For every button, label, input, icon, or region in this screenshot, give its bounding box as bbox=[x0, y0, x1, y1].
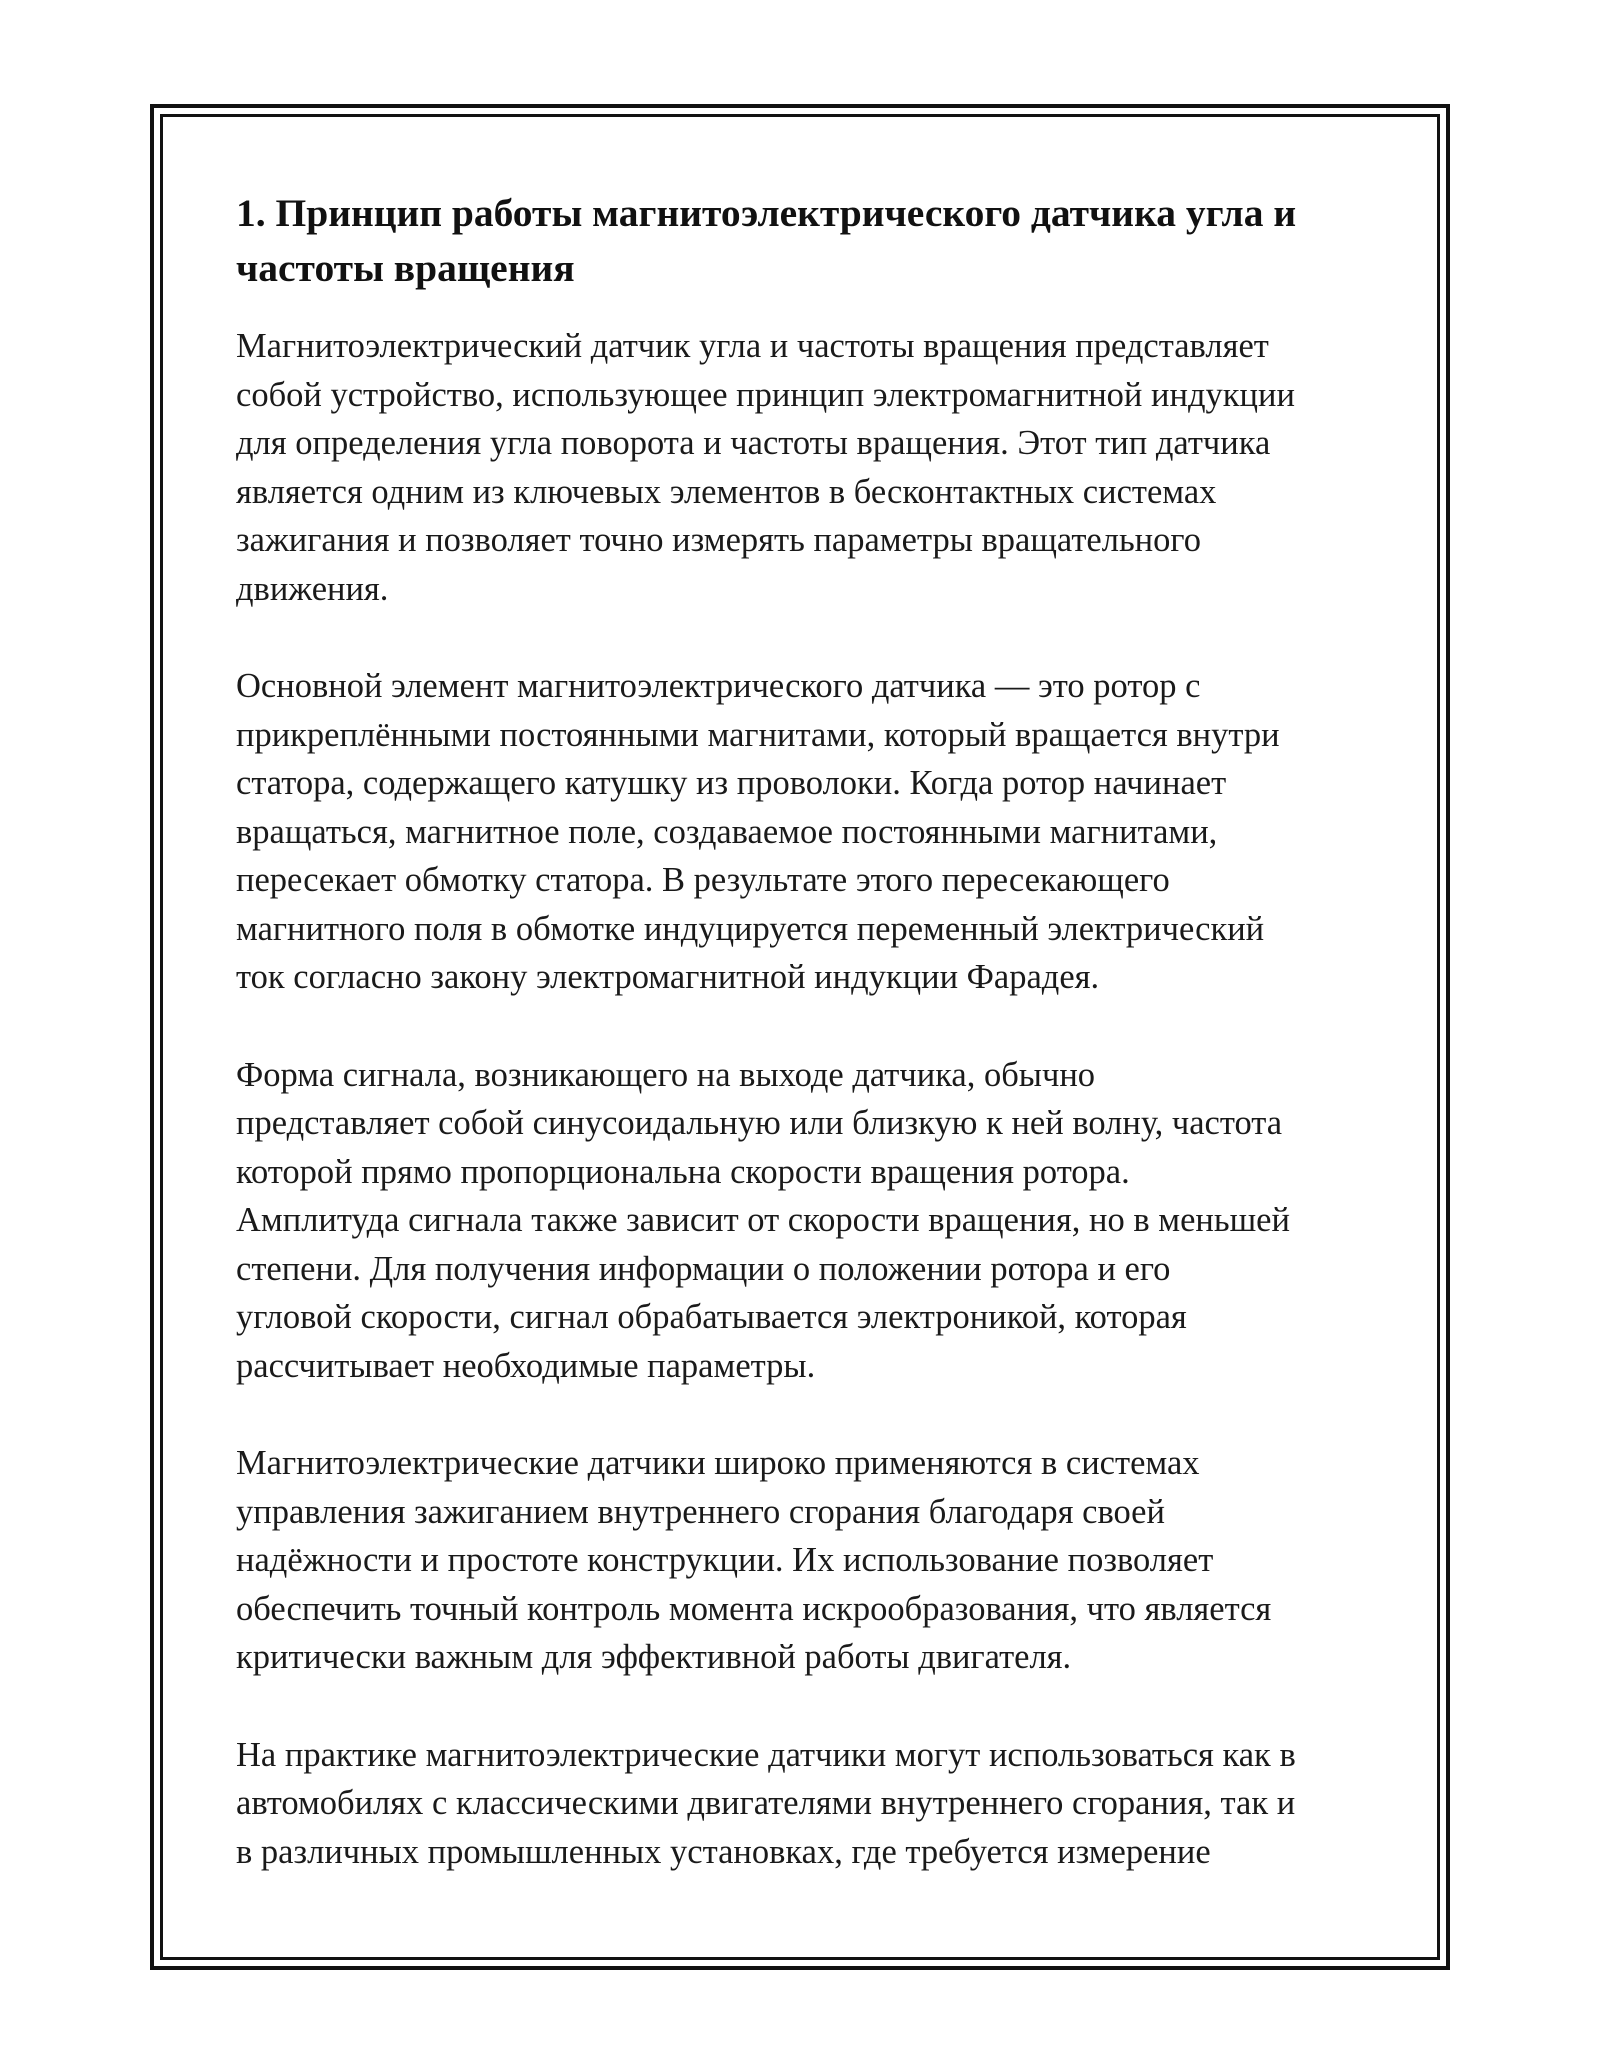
text-line: является одним из ключевых элементов в бесконтактных системах bbox=[236, 472, 1217, 511]
heading-line: частоты вращения bbox=[236, 246, 575, 290]
text-line: управления зажиганием внутреннего сгорания благодаря своей bbox=[236, 1492, 1165, 1531]
paragraph-4 bbox=[236, 1439, 1386, 1682]
text-line: Форма сигнала, возникающего на выходе датчика, обычно bbox=[236, 1055, 1096, 1094]
paragraph-1 bbox=[236, 322, 1386, 613]
text-line: автомобилях с классическими двигателями внутреннего сгорания, так и bbox=[236, 1784, 1296, 1822]
paragraph-2 bbox=[236, 662, 1386, 1002]
heading-line: 1. Принцип работы магнитоэлектрического датчика угла и bbox=[236, 191, 1297, 235]
document-body bbox=[236, 186, 1386, 1925]
paragraph-5 bbox=[236, 1731, 1386, 1877]
text-line: пересекает обмотку статора. В результате этого пересекающего bbox=[236, 861, 1170, 899]
text-line: в различных промышленных установках, где требуется измерение bbox=[236, 1832, 1211, 1871]
text-line: для определения угла поворота и частоты вращения. Этот тип датчика bbox=[236, 424, 1271, 462]
text-line: Амплитуда сигнала также зависит от скорости вращения, но в меньшей bbox=[236, 1201, 1290, 1239]
text-line: движения. bbox=[236, 569, 389, 608]
text-line: Магнитоэлектрический датчик угла и частоты вращения представляет bbox=[236, 327, 1269, 365]
text-line: зажигания и позволяет точно измерять параметры вращательного bbox=[236, 521, 1201, 559]
text-line: рассчитывает необходимые параметры. bbox=[236, 1346, 816, 1385]
text-line: прикреплёнными постоянными магнитами, который вращается внутри bbox=[236, 715, 1280, 754]
text-line: Основной элемент магнитоэлектрического датчика — это ротор с bbox=[236, 667, 1201, 705]
text-line: обеспечить точный контроль момента искрообразования, что является bbox=[236, 1589, 1272, 1628]
text-line: собой устройство, использующее принцип электромагнитной индукции bbox=[236, 375, 1295, 414]
text-line: статора, содержащего катушку из проволоки. Когда ротор начинает bbox=[236, 764, 1227, 802]
text-line: которой прямо пропорциональна скорости вращения ротора. bbox=[236, 1152, 1130, 1191]
text-line: магнитного поля в обмотке индуцируется переменный электрический bbox=[236, 909, 1265, 948]
text-line: надёжности и простоте конструкции. Их использование позволяет bbox=[236, 1541, 1214, 1579]
paragraph-3 bbox=[236, 1051, 1386, 1391]
text-line: ток согласно закону электромагнитной индукции Фарадея. bbox=[236, 958, 1100, 996]
text-line: вращаться, магнитное поле, создаваемое постоянными магнитами, bbox=[236, 812, 1218, 851]
text-line: Магнитоэлектрические датчики широко применяются в системах bbox=[236, 1444, 1200, 1482]
text-line: представляет собой синусоидальную или близкую к ней волну, частота bbox=[236, 1104, 1283, 1142]
section-heading bbox=[236, 186, 1386, 296]
text-line: угловой скорости, сигнал обрабатывается электроникой, которая bbox=[236, 1298, 1187, 1336]
text-line: критически важным для эффективной работы двигателя. bbox=[236, 1638, 1072, 1676]
text-line: степени. Для получения информации о положении ротора и его bbox=[236, 1249, 1171, 1288]
text-line: На практике магнитоэлектрические датчики могут использоваться как в bbox=[236, 1735, 1296, 1774]
